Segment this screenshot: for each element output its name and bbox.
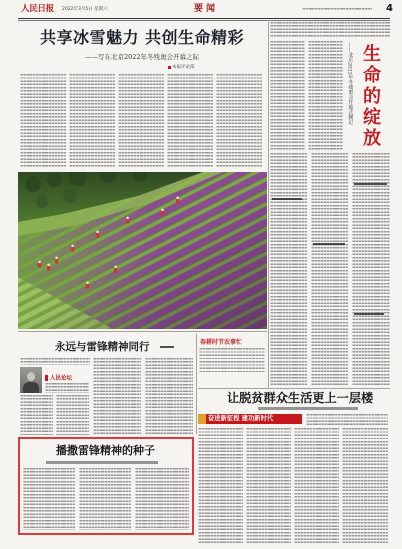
masthead-rule <box>18 18 390 19</box>
body-text-column <box>93 358 141 435</box>
highlighted-byline <box>46 461 158 464</box>
body-text-column <box>118 74 164 168</box>
lead-headline: 共享冰雪魅力 共创生命精彩 <box>39 28 245 47</box>
feature-subtitle: ——北京2022年冬残奥会开幕式侧记 <box>347 42 353 125</box>
body-text-block <box>20 358 90 365</box>
body-text-column <box>246 428 291 544</box>
body-text-column <box>308 41 343 150</box>
commentary-article[interactable] <box>18 332 195 436</box>
series-banner <box>198 414 302 424</box>
section-subhead <box>272 198 302 200</box>
body-text-column <box>352 153 390 387</box>
body-text-column <box>23 468 75 530</box>
section-subhead <box>354 313 384 315</box>
poverty-headline: 让脱贫群众生活更上一层楼 <box>227 391 374 405</box>
photo-caption-title: 春耕时节农事忙 <box>200 338 243 346</box>
commentary-headline: 永远与雷锋精神同行 <box>55 341 150 353</box>
body-text-column <box>167 74 213 168</box>
byline-marker <box>168 66 171 69</box>
caption-text <box>199 348 265 374</box>
commentary-byline <box>160 346 174 348</box>
lead-subtitle: ——写在北京2022年冬残奥会开幕之际 <box>84 53 200 61</box>
body-text-column <box>198 428 243 544</box>
body-text-column <box>20 74 66 168</box>
body-text-block <box>45 383 89 393</box>
series-banner-text: 奋进新征程 建功新时代 <box>208 415 274 422</box>
portrait-head <box>27 372 35 381</box>
column-rule <box>268 22 269 388</box>
highlighted-article[interactable] <box>18 437 194 535</box>
body-text-column <box>20 395 53 435</box>
body-text-column <box>270 41 305 150</box>
body-text-block <box>306 414 388 426</box>
poverty-article[interactable] <box>196 388 390 546</box>
section-subhead <box>354 183 387 185</box>
photo-caption[interactable] <box>198 334 266 384</box>
body-text-column <box>56 395 89 435</box>
banner-emblem <box>198 414 206 424</box>
body-text-column <box>135 468 189 530</box>
body-text-column <box>79 468 131 530</box>
section-subhead <box>313 243 345 245</box>
editor-credits <box>302 8 372 11</box>
body-text-column <box>145 358 193 435</box>
poverty-subtitle <box>258 407 358 410</box>
feature-article[interactable] <box>270 22 390 388</box>
body-text-block <box>270 22 390 38</box>
feature-headline: 生命的绽放 <box>360 44 381 149</box>
portrait-body <box>23 382 39 393</box>
section-title: 要闻 <box>194 4 219 14</box>
body-text-column <box>294 428 339 544</box>
newspaper-logo: 人民日报 <box>21 4 54 14</box>
column-label-marker <box>45 375 48 381</box>
column-logo-image <box>20 367 42 393</box>
page-number: 4 <box>386 3 393 14</box>
column-label: 人民论坛 <box>50 374 72 381</box>
body-text-column <box>69 74 115 168</box>
lead-article[interactable] <box>18 22 266 170</box>
issue-date: 2022年3月5日 星期六 <box>62 6 108 12</box>
body-text-column <box>270 153 307 387</box>
highlighted-headline: 播撒雷锋精神的种子 <box>56 444 155 457</box>
body-text-column <box>216 74 262 168</box>
body-text-column <box>342 428 388 544</box>
farmland-photo[interactable] <box>18 172 267 329</box>
lead-byline: 本报评论部 <box>172 64 195 70</box>
body-text-column <box>311 153 348 387</box>
